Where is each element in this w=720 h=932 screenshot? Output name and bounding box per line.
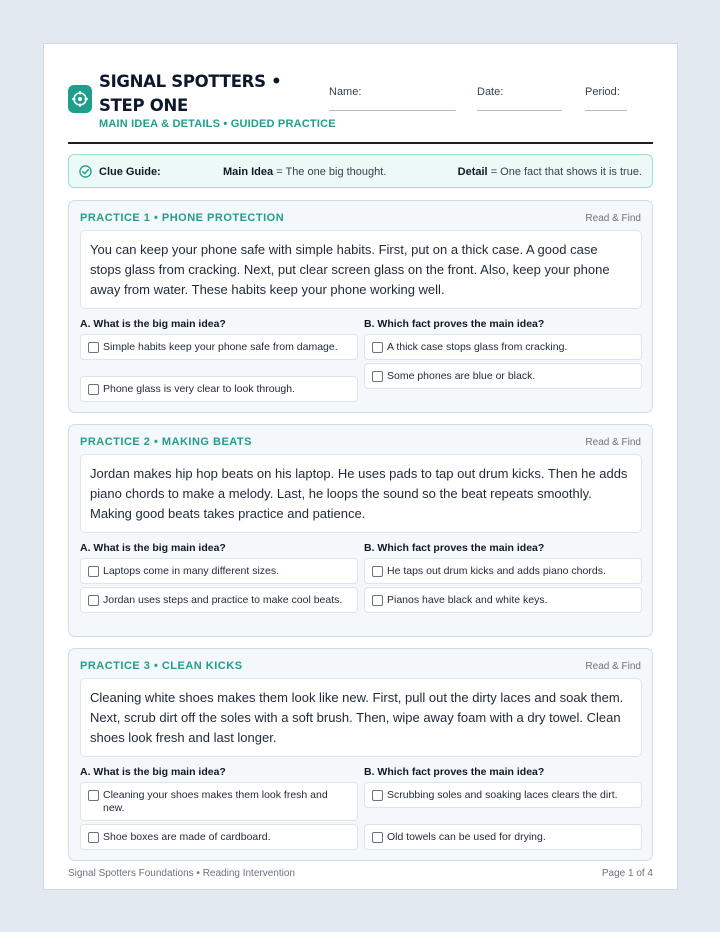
checkbox[interactable]	[372, 790, 383, 801]
practice-card-1	[68, 200, 653, 413]
answer-option[interactable]	[364, 558, 642, 584]
question-a: A. What is the big main idea?	[80, 542, 226, 554]
question-b: B. Which fact proves the main idea?	[364, 766, 545, 778]
name-label: Name:	[329, 86, 362, 98]
checkbox[interactable]	[372, 342, 383, 353]
option-text: Simple habits keep your phone safe from damage.	[103, 341, 338, 353]
answer-option[interactable]	[364, 334, 642, 360]
answer-option[interactable]	[80, 782, 358, 821]
answer-option[interactable]	[80, 376, 358, 402]
option-text: Shoe boxes are made of cardboard.	[103, 831, 271, 843]
option-text: Laptops come in many different sizes.	[103, 565, 280, 577]
question-b: B. Which fact proves the main idea?	[364, 542, 545, 554]
answer-option[interactable]	[80, 824, 358, 850]
option-text: He taps out drum kicks and adds piano chords.	[387, 565, 606, 577]
page-number: Page 1 of 4	[601, 868, 653, 879]
answer-option[interactable]	[80, 558, 358, 584]
checkbox[interactable]	[372, 371, 383, 382]
page-title: SIGNAL SPOTTERS • STEP ONE	[99, 72, 282, 115]
date-label: Date:	[477, 86, 504, 98]
question-a: A. What is the big main idea?	[80, 766, 226, 778]
option-text: Old towels can be used for drying.	[387, 831, 546, 843]
detail-term: Detail	[457, 166, 488, 178]
main-idea-term: Main Idea	[223, 166, 274, 178]
option-text: Pianos have black and white keys.	[387, 594, 548, 606]
answer-option[interactable]	[364, 824, 642, 850]
clue-guide	[68, 154, 653, 188]
checkbox[interactable]	[88, 566, 99, 577]
checkbox[interactable]	[372, 566, 383, 577]
question-b: B. Which fact proves the main idea?	[364, 318, 545, 330]
practice-card-3	[68, 648, 653, 861]
main-idea-definition	[223, 166, 386, 178]
period-line[interactable]	[585, 110, 627, 111]
worksheet-header	[68, 70, 653, 144]
target-icon	[68, 85, 92, 113]
page-subtitle: MAIN IDEA & DETAILS • GUIDED PRACTICE	[99, 118, 336, 130]
practice-tag: Read & Find	[585, 661, 641, 672]
footer-source: Signal Spotters Foundations • Reading Intervention	[68, 868, 295, 879]
answer-option[interactable]	[80, 334, 358, 360]
option-text: Some phones are blue or black.	[387, 370, 536, 382]
question-a: A. What is the big main idea?	[80, 318, 226, 330]
worksheet-page	[43, 43, 678, 890]
period-field[interactable]	[585, 86, 620, 98]
practice-card-2	[68, 424, 653, 637]
answer-option[interactable]	[80, 587, 358, 613]
answer-option[interactable]	[364, 363, 642, 389]
practice-tag: Read & Find	[585, 213, 641, 224]
period-label: Period:	[585, 86, 620, 98]
checkbox[interactable]	[372, 832, 383, 843]
detail-def: = One fact that shows it is true.	[490, 166, 642, 178]
answer-option[interactable]	[364, 587, 642, 613]
practice-tag: Read & Find	[585, 437, 641, 448]
check-circle-icon	[79, 165, 92, 181]
checkbox[interactable]	[88, 832, 99, 843]
checkbox[interactable]	[372, 595, 383, 606]
checkbox[interactable]	[88, 595, 99, 606]
date-line[interactable]	[477, 110, 562, 111]
clue-guide-label: Clue Guide:	[99, 166, 161, 178]
name-field[interactable]	[329, 86, 361, 98]
checkbox[interactable]	[88, 384, 99, 395]
option-text: Cleaning your shoes makes them look fresh and new.	[103, 789, 328, 814]
practice-passage: You can keep your phone safe with simple habits. First, put on a thick case. A good case stops glass from cracking. Next, put clear screen glass on the front. Also, keep your phone away from water. These habits keep your phone working well.	[80, 230, 642, 309]
practice-title: PRACTICE 2 • MAKING BEATS	[80, 436, 252, 448]
practice-title: PRACTICE 1 • PHONE PROTECTION	[80, 212, 285, 224]
main-idea-def: = The one big thought.	[276, 166, 387, 178]
option-text: Phone glass is very clear to look through.	[103, 383, 296, 395]
page-footer	[68, 868, 653, 879]
detail-definition	[458, 166, 642, 178]
name-line[interactable]	[329, 110, 456, 111]
practice-passage: Jordan makes hip hop beats on his laptop. He uses pads to tap out drum kicks. Then he adds piano chords to make a melody. Last, he loops the sound so the beat repeats smoothly. Making good beats takes practice and patience.	[80, 454, 642, 533]
answer-option[interactable]	[364, 782, 642, 808]
option-text: Scrubbing soles and soaking laces clears the dirt.	[387, 789, 618, 801]
date-field[interactable]	[477, 86, 503, 98]
option-text: A thick case stops glass from cracking.	[387, 341, 568, 353]
practice-title: PRACTICE 3 • CLEAN KICKS	[80, 660, 243, 672]
option-text: Jordan uses steps and practice to make cool beats.	[103, 594, 343, 606]
practice-passage: Cleaning white shoes makes them look like new. First, pull out the dirty laces and soak them. Next, scrub dirt off the soles with a soft brush. Then, wipe away foam with a dry towel. Clean shoes look fresh and last longer.	[80, 678, 642, 757]
checkbox[interactable]	[88, 342, 99, 353]
checkbox[interactable]	[88, 790, 99, 801]
